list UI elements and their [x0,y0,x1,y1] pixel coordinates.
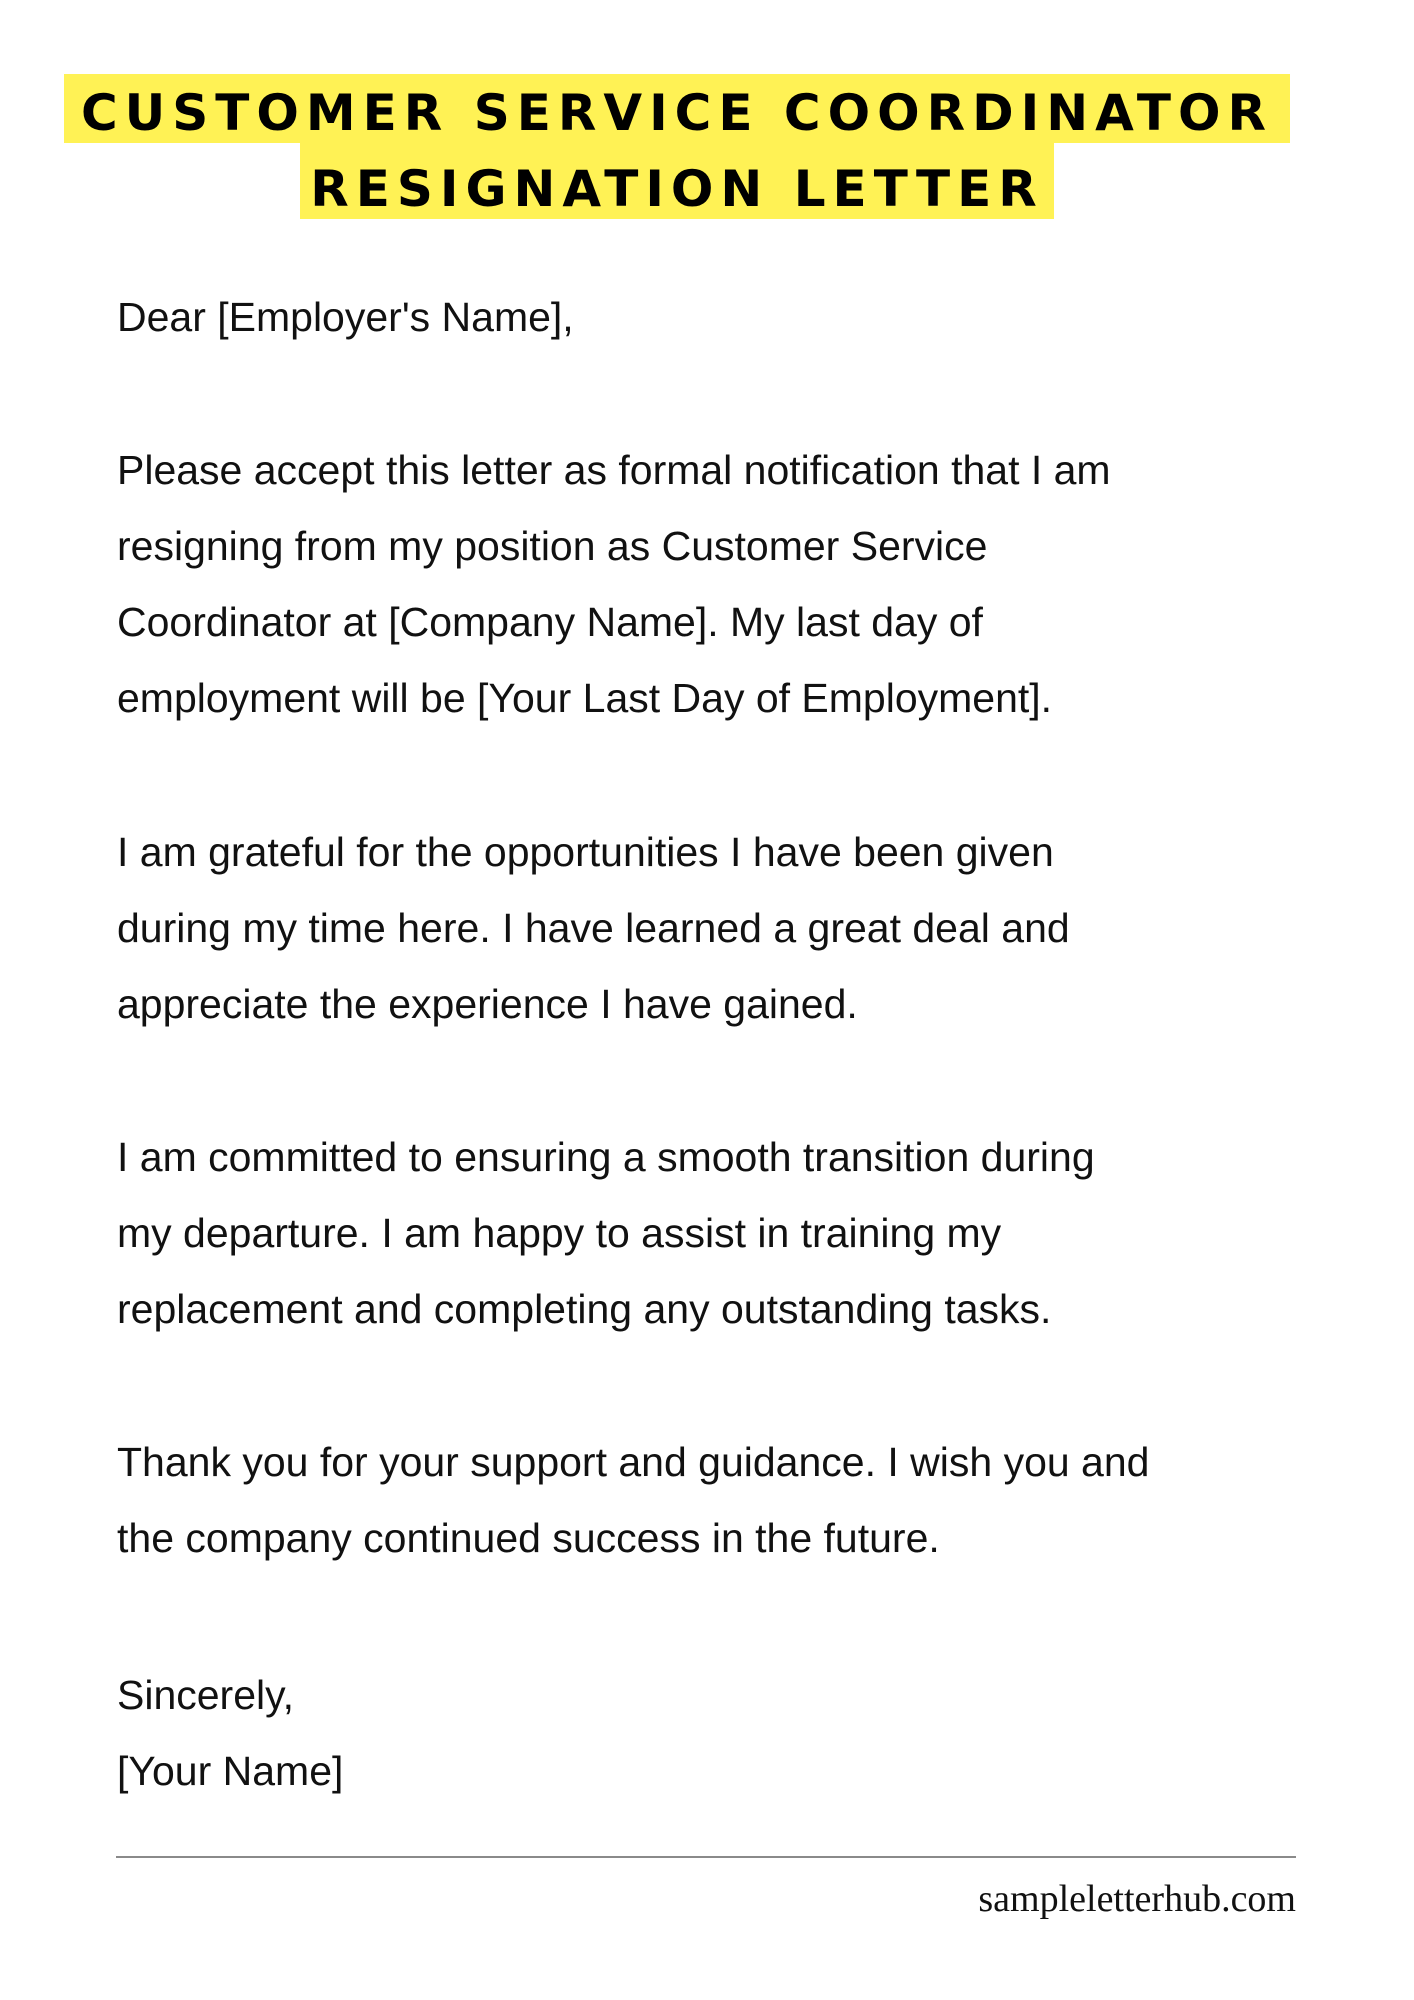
footer-website: sampleletterhub.com [978,1878,1296,1920]
paragraph-line: resigning from my position as Customer Service [117,523,988,569]
title-line-2: RESIGNATION LETTER [310,160,1044,218]
paragraph-line: I am committed to ensuring a smooth transition during [117,1134,1095,1180]
paragraph-line: Thank you for your support and guidance. I wish you and [117,1439,1150,1485]
signature: [Your Name] [117,1748,344,1794]
paragraph-line: my departure. I am happy to assist in training my [117,1210,1002,1256]
paragraph-line: Coordinator at [Company Name]. My last day of [117,599,983,645]
paragraph-line: appreciate the experience I have gained. [117,981,858,1027]
paragraph-line: replacement and completing any outstanding tasks. [117,1286,1052,1332]
closing: Sincerely, [117,1672,294,1718]
paragraph-line: Please accept this letter as formal notification that I am [117,447,1111,493]
paragraph-line: I am grateful for the opportunities I have been given [117,829,1054,875]
footer-divider [116,1856,1296,1858]
paragraph-line: during my time here. I have learned a great deal and [117,905,1070,951]
paragraph-line: employment will be [Your Last Day of Employment]. [117,675,1053,721]
paragraph-line: the company continued success in the future. [117,1515,940,1561]
title-line-1: CUSTOMER SERVICE COORDINATOR [80,84,1274,142]
salutation: Dear [Employer's Name], [117,294,574,340]
